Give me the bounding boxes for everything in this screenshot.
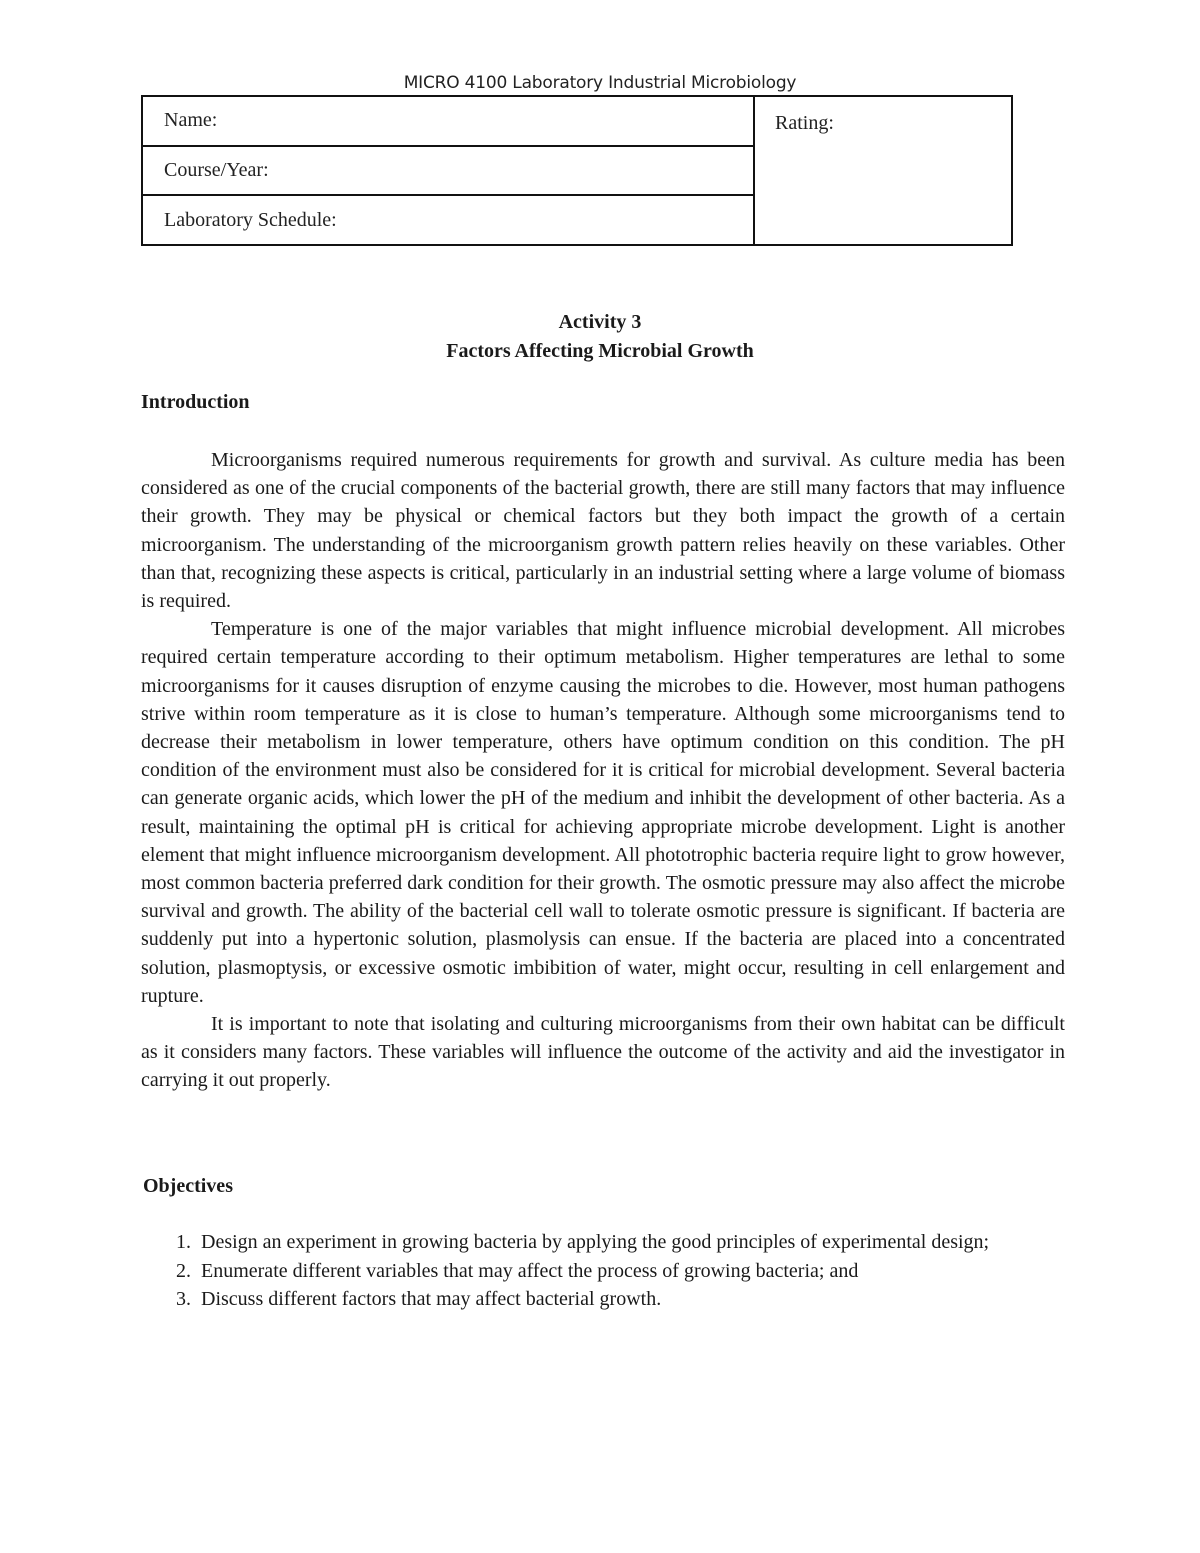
course-year-field: Course/Year: xyxy=(143,147,753,197)
introduction-heading: Introduction xyxy=(141,391,250,413)
student-info-table xyxy=(141,95,1013,246)
objective-number: 3. xyxy=(176,1288,191,1310)
student-info-fields xyxy=(143,97,755,244)
activity-title-block xyxy=(0,308,1200,366)
objective-text: Enumerate different variables that may affect the process of growing bacteria; and xyxy=(201,1259,859,1282)
name-field: Name: xyxy=(143,97,753,147)
introduction-body xyxy=(141,446,1065,1095)
objectives-list xyxy=(170,1228,1030,1314)
objective-item xyxy=(170,1285,1030,1314)
objective-text: Design an experiment in growing bacteria by applying the good principles of experimental design; xyxy=(201,1231,990,1253)
objective-item xyxy=(170,1257,1030,1286)
activity-title: Factors Affecting Microbial Growth xyxy=(446,340,754,362)
objectives-heading: Objectives xyxy=(143,1175,233,1197)
objective-item xyxy=(170,1228,1030,1257)
objective-number: 2. xyxy=(176,1259,191,1282)
intro-paragraph: Microorganisms required numerous requirements for growth and survival. As culture media has been considered as one of the crucial components of the bacterial growth, there are still many factors that may influence their growth. They may be physical or chemical factors but they both impact the growth of a certain microorganism. The understanding of the microorganism growth pattern relies heavily on these variables. Other than that, recognizing these aspects is critical, particularly in an industrial setting where a large volume of biomass is required. xyxy=(141,449,1065,613)
objective-text: Discuss different factors that may affect bacterial growth. xyxy=(201,1288,662,1310)
intro-paragraph: It is important to note that isolating and culturing microorganisms from their own habitat can be difficult as it considers many factors. These variables will influence the outcome of the activity and aid the investigator in carrying it out properly. xyxy=(141,1013,1065,1092)
course-header: MICRO 4100 Laboratory Industrial Microbiology xyxy=(403,73,797,93)
rating-field: Rating: xyxy=(775,112,834,134)
activity-number: Activity 3 xyxy=(558,311,642,333)
objective-number: 1. xyxy=(176,1231,191,1253)
lab-schedule-field: Laboratory Schedule: xyxy=(164,208,337,231)
intro-paragraph: Temperature is one of the major variables that might influence microbial development. All microbes required certain temperature according to their optimum metabolism. Higher temperatures are lethal to some microorganisms for it causes disruption of enzyme causing the microbes to die. However, most human pathogens strive within room temperature as it is close to human’s temperature. Although some microorganisms tend to decrease their metabolism in lower temperature, others have optimum condition on this condition. The pH condition of the environment must also be considered for it is critical for microbial development. Several bacteria can generate organic acids, which lower the pH of the medium and inhibit the development of other bacteria. As a result, maintaining the optimal pH is critical for achieving appropriate microbe development. Light is another element that might influence microorganism development. All phototrophic bacteria require light to grow however, most common bacteria preferred dark condition for their growth. The osmotic pressure may also affect the microbe survival and growth. The ability of the bacterial cell wall to tolerate osmotic pressure is significant. If bacteria are suddenly put into a hypertonic solution, plasmolysis can ensue. If the bacteria are placed into a concentrated solution, plasmoptysis, or excessive osmotic imbibition of water, might occur, resulting in cell enlargement and rupture. xyxy=(141,618,1065,1007)
